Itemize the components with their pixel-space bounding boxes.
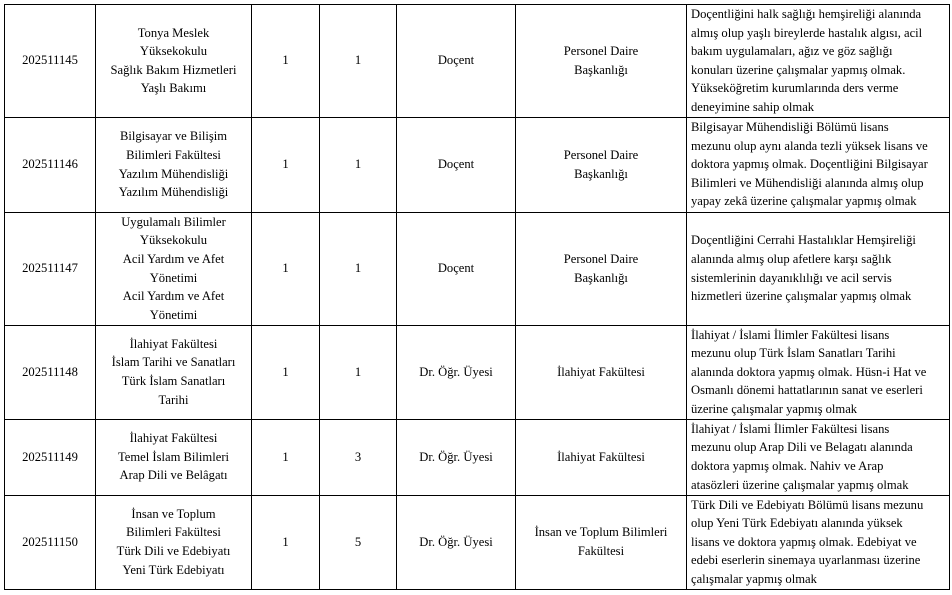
description-cell-line: deneyimine sahip olmak [691, 99, 815, 114]
unit-cell [96, 117, 252, 212]
description-cell-line: üzerine çalışmalar yapmış olmak [691, 401, 858, 416]
posting-number: 202511150 [5, 495, 96, 589]
posting-number: 202511147 [5, 212, 96, 325]
unit-cell-line: Sağlık Bakım Hizmetleri [110, 62, 237, 77]
unit-cell-line: Bilgisayar ve Bilişim [119, 129, 228, 144]
unit-cell-line: Temel İslam Bilimleri [117, 449, 230, 464]
application-office-cell-line: Personel Daire [563, 44, 639, 59]
description-cell-line: hizmetleri üzerine çalışmalar yapmış olmak [691, 289, 912, 304]
table-row [5, 419, 950, 495]
position-count: 1 [252, 495, 320, 589]
description-cell-line: alanında almış olup afetlere karşı sağlık [691, 251, 892, 266]
degree-cell: 1 [320, 325, 397, 419]
description-cell [687, 325, 950, 419]
unit-cell-line: Yazılım Mühendisliği [118, 185, 229, 200]
table-row [5, 325, 950, 419]
title-cell: Doçent [397, 212, 516, 325]
application-office-cell-line: Fakültesi [577, 544, 625, 559]
description-cell-line: Osmanlı dönemi hattatlarının sanat ve eserleri [691, 383, 923, 398]
description-cell-line: konuları üzerine çalışmalar yapmış olmak. [691, 62, 906, 77]
unit-cell-line: Acil Yardım ve Afet [122, 251, 225, 266]
application-office-cell-line: Personel Daire [563, 251, 639, 266]
unit-cell [96, 495, 252, 589]
title-cell: Dr. Öğr. Üyesi [397, 325, 516, 419]
description-cell-line: olup Yeni Türk Edebiyatı alanında yüksek [691, 516, 903, 531]
description-cell-line: İlahiyat / İslami İlimler Fakültesi lisans [691, 421, 890, 436]
unit-cell [96, 419, 252, 495]
unit-cell-line: İnsan ve Toplum [131, 506, 216, 521]
description-cell-line: lisans ve doktora yapmış olmak. Edebiyat ve [691, 534, 917, 549]
unit-cell-line: Arap Dili ve Belâgatı [119, 468, 228, 483]
posting-number: 202511145 [5, 5, 96, 118]
description-cell-line: Türk Dili ve Edebiyatı Bölümü lisans mezunu [691, 497, 924, 512]
description-cell-line: doktora yapmış olmak. Nahiv ve Arap [691, 459, 884, 474]
description-cell-line: Doçentliğini halk sağlığı hemşireliği alanında [691, 7, 922, 21]
title-cell: Doçent [397, 5, 516, 118]
application-office-cell-line: Personel Daire [563, 147, 639, 162]
unit-cell-line: Bilimleri Fakültesi [126, 525, 221, 540]
unit-cell [96, 325, 252, 419]
description-cell-line: Bilimleri ve Mühendisliği alanında almış olup [691, 175, 924, 190]
title-cell: Dr. Öğr. Üyesi [397, 495, 516, 589]
degree-cell: 1 [320, 212, 397, 325]
unit-cell-line: Tarihi [158, 392, 189, 407]
position-count: 1 [252, 325, 320, 419]
unit-cell-line: Yönetimi [149, 307, 198, 322]
unit-cell-line: Tonya Meslek [137, 25, 210, 40]
position-count: 1 [252, 5, 320, 118]
description-cell [687, 495, 950, 589]
degree-cell: 5 [320, 495, 397, 589]
unit-cell-line: Bilimleri Fakültesi [126, 147, 221, 162]
table-row [5, 117, 950, 212]
description-cell-line: mezunu olup Arap Dili ve Belagatı alanında [691, 440, 913, 455]
unit-cell-line: Yönetimi [149, 270, 198, 285]
position-count: 1 [252, 212, 320, 325]
degree-cell: 3 [320, 419, 397, 495]
description-cell [687, 5, 950, 118]
posting-number: 202511146 [5, 117, 96, 212]
application-office-cell [516, 5, 687, 118]
application-office-cell [516, 419, 687, 495]
application-office-cell-line: İnsan ve Toplum Bilimleri [534, 525, 668, 540]
position-count: 1 [252, 419, 320, 495]
description-cell-line: bakım uygulamaları, ağız ve göz sağlığı [691, 44, 893, 59]
title-cell: Doçent [397, 117, 516, 212]
description-cell-line: atasözleri üzerine çalışmalar yapmış olmak [691, 477, 909, 492]
application-office-cell-line: Başkanlığı [574, 270, 628, 285]
description-cell [687, 117, 950, 212]
unit-cell-line: Yüksekokulu [139, 44, 208, 59]
unit-cell-line: Yüksekokulu [139, 233, 208, 248]
unit-cell-line: Acil Yardım ve Afet [122, 289, 225, 304]
description-cell-line: Bilgisayar Mühendisliği Bölümü lisans [691, 120, 889, 135]
unit-cell-line: İslam Tarihi ve Sanatları [111, 355, 236, 370]
description-cell-line: doktora yapmış olmak. Doçentliğini Bilgisayar [691, 157, 928, 172]
description-cell-line: mezunu olup aynı alanda tezli yüksek lisans ve [691, 138, 928, 153]
unit-cell-line: İlahiyat Fakültesi [129, 336, 218, 351]
application-office-cell [516, 325, 687, 419]
description-cell-line: Yükseköğretim kurumlarında ders verme [691, 81, 899, 96]
application-office-cell-line: İlahiyat Fakültesi [557, 364, 645, 379]
description-cell-line: çalışmalar yapmış olmak [691, 571, 817, 586]
job-postings-table [4, 4, 950, 590]
description-cell-line: Doçentliğini Cerrahi Hastalıklar Hemşireliği [691, 233, 916, 248]
table-row [5, 212, 950, 325]
unit-cell-line: Türk İslam Sanatları [121, 374, 226, 389]
description-cell-line: mezunu olup Türk İslam Sanatları Tarihi [691, 346, 896, 361]
table-body [5, 5, 950, 590]
unit-cell [96, 212, 252, 325]
position-count: 1 [252, 117, 320, 212]
application-office-cell-line: İlahiyat Fakültesi [557, 449, 645, 464]
unit-cell [96, 5, 252, 118]
application-office-cell-line: Başkanlığı [574, 62, 628, 77]
description-cell-line: edebi eserlerin sinemaya uyarlanması üzerine [691, 553, 921, 568]
description-cell-line: İlahiyat / İslami İlimler Fakültesi lisans [691, 327, 890, 342]
unit-cell-line: Türk Dili ve Edebiyatı [116, 544, 231, 559]
description-cell [687, 419, 950, 495]
degree-cell: 1 [320, 117, 397, 212]
application-office-cell [516, 117, 687, 212]
unit-cell-line: İlahiyat Fakültesi [129, 431, 218, 446]
description-cell [687, 212, 950, 325]
unit-cell-line: Yaşlı Bakımı [140, 81, 207, 96]
table-row [5, 5, 950, 118]
posting-number: 202511149 [5, 419, 96, 495]
title-cell: Dr. Öğr. Üyesi [397, 419, 516, 495]
application-office-cell-line: Başkanlığı [574, 166, 628, 181]
unit-cell-line: Uygulamalı Bilimler [121, 214, 226, 229]
application-office-cell [516, 495, 687, 589]
degree-cell: 1 [320, 5, 397, 118]
description-cell-line: sistemlerinin dayanıklılığı ve acil servis [691, 270, 892, 285]
table-row [5, 495, 950, 589]
description-cell-line: yapay zekâ üzerine çalışmalar yapmış olmak [691, 194, 917, 209]
application-office-cell [516, 212, 687, 325]
unit-cell-line: Yazılım Mühendisliği [118, 166, 229, 181]
unit-cell-line: Yeni Türk Edebiyatı [122, 562, 225, 577]
description-cell-line: alanında doktora yapmış olmak. Hüsn-i Hat ve [691, 364, 927, 379]
posting-number: 202511148 [5, 325, 96, 419]
description-cell-line: almış olup yaşlı bireylerde hastalık algısı, acil [691, 25, 923, 40]
